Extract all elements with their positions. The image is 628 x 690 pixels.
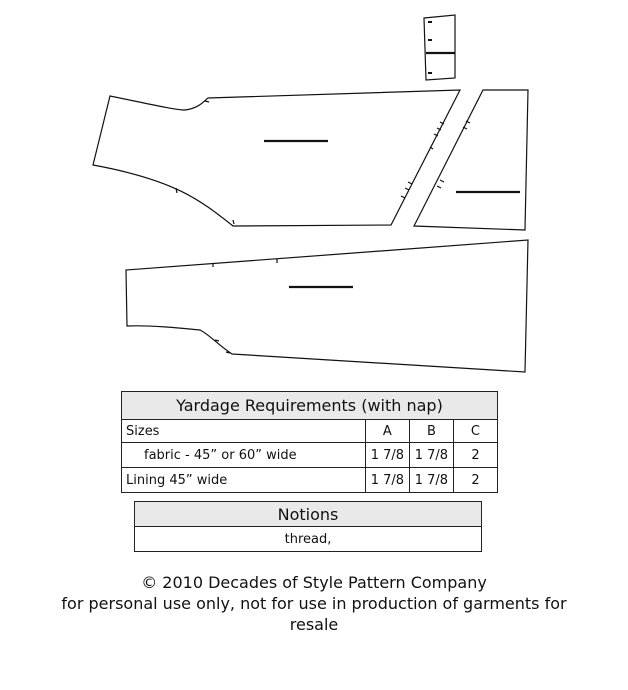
- row-label: fabric - 45” or 60” wide: [122, 443, 366, 468]
- yardage-title: Yardage Requirements (with nap): [122, 392, 498, 420]
- row-value-b: 1 7/8: [409, 443, 453, 468]
- table-row: [122, 468, 498, 493]
- header-sizes: Sizes: [122, 420, 366, 443]
- row-value-a: 1 7/8: [365, 443, 409, 468]
- row-value-c: 2: [453, 443, 497, 468]
- upper-pattern-piece: [93, 90, 460, 226]
- table-row: [122, 443, 498, 468]
- row-value-c: 2: [453, 468, 497, 493]
- copyright-text: © 2010 Decades of Style Pattern Company: [141, 573, 487, 592]
- row-label: Lining 45” wide: [122, 468, 366, 493]
- lower-pattern-piece: [126, 240, 528, 372]
- row-value-a: 1 7/8: [365, 468, 409, 493]
- header-c: C: [453, 420, 497, 443]
- small-pattern-piece: [424, 15, 455, 80]
- yardage-table: [121, 391, 498, 493]
- triangle-pattern-piece: [414, 90, 528, 230]
- footer: [0, 572, 628, 635]
- list-item: [135, 527, 482, 552]
- row-value-b: 1 7/8: [409, 468, 453, 493]
- notions-title: Notions: [135, 502, 482, 527]
- yardage-header-row: [122, 420, 498, 443]
- notion-item: thread,: [135, 527, 482, 552]
- header-a: A: [365, 420, 409, 443]
- usage-text: for personal use only, not for use in production of garments for resale: [61, 594, 567, 634]
- header-b: B: [409, 420, 453, 443]
- notions-table: [134, 501, 482, 552]
